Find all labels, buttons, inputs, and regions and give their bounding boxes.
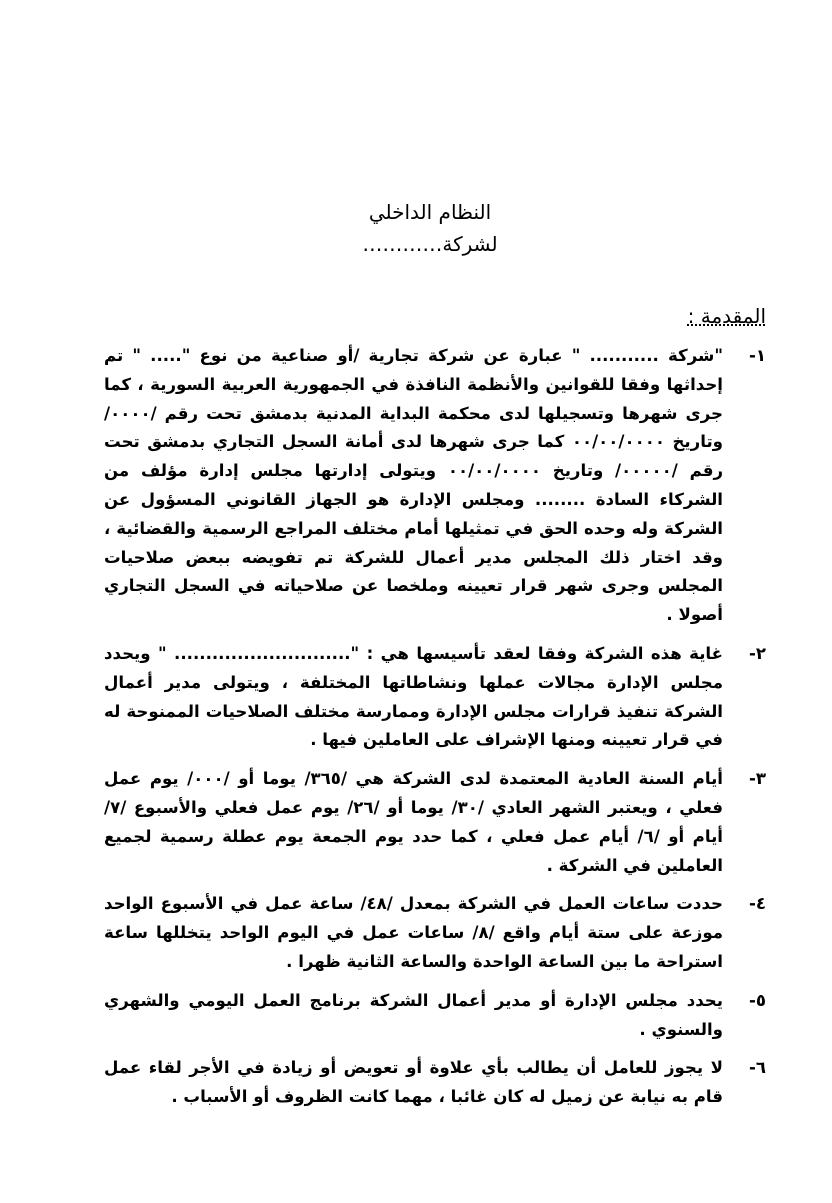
document-subtitle: لشركة………… — [362, 232, 498, 256]
item-number: ١- — [748, 346, 766, 365]
document-title: النظام الداخلي — [368, 200, 492, 224]
items-list — [104, 342, 766, 1112]
item-number: ٦- — [748, 1058, 766, 1078]
list-item — [104, 987, 766, 1045]
item-text: أيام السنة العادية المعتمدة لدى الشركة هي /٣٦٥/ يوما أو /٠٠٠/ يوم عمل فعلي ، ويعتبر الشهر العادي /٣٠/ يوما أو /٢٦/ يوم عمل فعلي والأسبوع /٧/ أيام أو /٦/ أيام عمل فعلي ، كما حدد يوم الجمعة يوم عطلة رسمية لجميع العاملين في الشركة . — [104, 769, 723, 875]
list-item — [104, 890, 766, 976]
item-number: ٣- — [748, 769, 766, 789]
item-number: ٢- — [748, 643, 766, 663]
item-text: لا يجوز للعامل أن يطالب بأي علاوة أو تعويض أو زيادة في الأجر لقاء عمل قام به نيابة عن زميل له كان غائبا ، مهما كانت الظروف أو الأسباب . — [104, 1058, 723, 1107]
list-item — [104, 640, 766, 755]
title-block — [330, 196, 530, 260]
list-item — [104, 1054, 766, 1112]
item-text: يحدد مجلس الإدارة أو مدير أعمال الشركة برنامج العمل اليومي والشهري والسنوي . — [104, 990, 723, 1039]
intro-heading: المقدمة : — [687, 304, 766, 328]
list-item — [104, 765, 766, 880]
item-text: حددت ساعات العمل في الشركة بمعدل /٤٨/ ساعة عمل في الأسبوع الواحد موزعة على ستة أيام واقع /٨/ ساعات عمل في اليوم الواحد يتخللها ساعة استراحة ما بين الساعة الواحدة والساعة الثانية ظهرا . — [104, 894, 724, 971]
list-item — [104, 342, 766, 630]
item-number: ٥- — [748, 990, 766, 1010]
item-number: ٤- — [748, 894, 766, 914]
item-text: غاية هذه الشركة وفقا لعقد تأسيسها هي : "............................ " ويحدد مجلس الإدارة مجالات عملها ونشاطاتها المختلفة ، ويتولى مدير أعمال الشركة تنفيذ قرارات مجلس الإدارة وممارسة مختلف الصلاحيات الممنوحة له في قرار تعيينه ومنها الإشراف على العاملين فيها . — [104, 643, 723, 750]
item-text: "شركة ........... " عبارة عن شركة تجارية /أو صناعية من نوع "..... " تم إحداثها وفقا للقوانين والأنظمة النافذة في الجمهورية العربية السورية ، كما جرى شهرها وتسجيلها لدى محكمة البداية المدنية بدمشق تحت رقم /٠٠٠٠/ وتاريخ ٠٠/٠٠/٠٠٠٠ كما جرى شهرها لدى أمانة السجل التجاري بدمشق تحت رقم /٠٠٠٠٠/ وتاريخ ٠٠/٠٠/٠٠٠٠ ويتولى إدارتها مجلس إدارة مؤلف من الشركاء السادة ........ ومجلس الإدارة هو الجهاز القانوني المسؤول عن الشركة وله وحده الحق في تمثيلها أمام مختلف المراجع الرسمية والقضائية ، وقد اختار ذلك المجلس مدير أعمال للشركة تم تفويضه ببعض صلاحيات المجلس وجرى شهر قرار تعيينه وملخصا عن صلاحياته في السجل التجاري أصولا . — [104, 346, 723, 625]
